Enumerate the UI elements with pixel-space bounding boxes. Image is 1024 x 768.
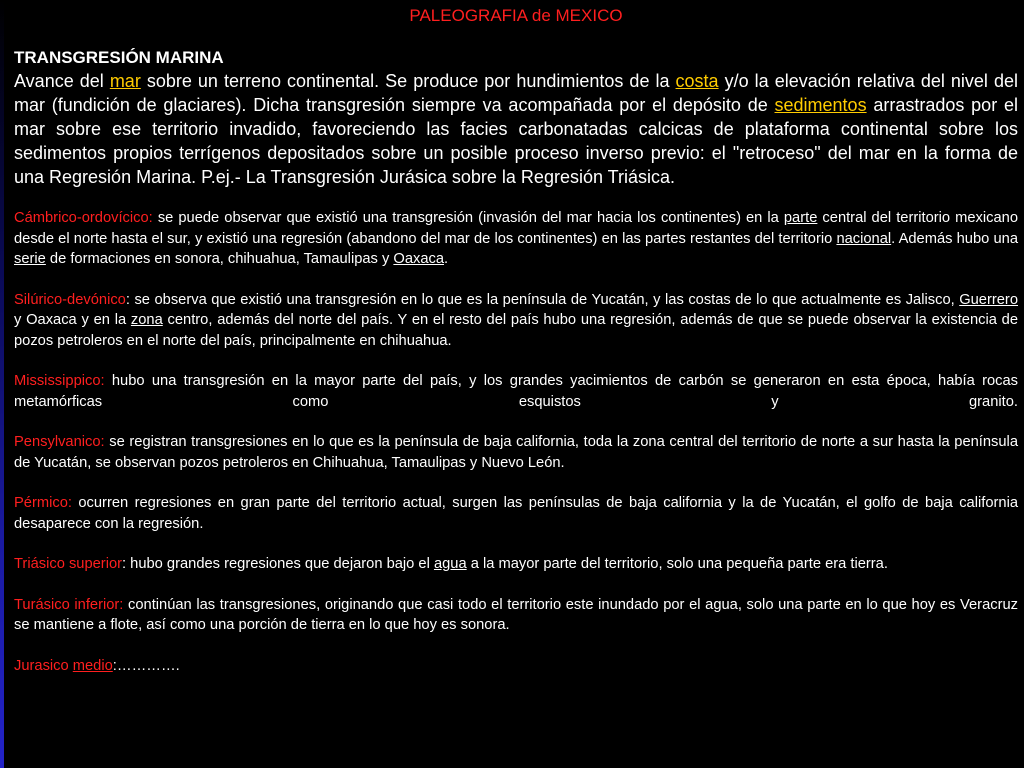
underlined-term-zona: zona bbox=[130, 312, 163, 328]
period-turasico-inferior bbox=[14, 595, 1018, 636]
period-label: Cámbrico-ordovícico: bbox=[14, 210, 153, 226]
underlined-term-parte: parte bbox=[783, 210, 818, 226]
period-text: y Oaxaca y en la bbox=[14, 312, 131, 328]
left-edge-gradient-bar bbox=[0, 0, 4, 768]
period-text: central del territorio mexicano desde el norte hasta el sur, y existió una regresión (abandono del mar de los continentes) en las partes restantes del territorio bbox=[14, 210, 1018, 247]
intro-text-4: arrastrados por el mar sobre ese territorio invadido, favoreciendo las facies carbonatadas calcicas de plataforma continental sobre los sedimentos propios terrígenos depositados sobre un posible proceso inverso previo: el "retroceso" del mar en la forma de una Regresión Marina. P.ej.- La Transgresión Jurásica sobre la Regresión Triásica. bbox=[14, 95, 1018, 187]
period-pensylvanico bbox=[14, 432, 1018, 473]
period-cambrico-ordovicico bbox=[14, 208, 1018, 270]
underlined-term-nacional: nacional bbox=[836, 230, 892, 247]
period-label: Jurasico bbox=[14, 657, 73, 674]
period-label: Turásico inferior: bbox=[14, 596, 124, 613]
underlined-term-guerrero: Guerrero bbox=[959, 291, 1018, 308]
period-text: continúan las transgresiones, originando que casi todo el territorio este inundado por el agua, solo una parte en lo que hoy es Veracruz se mantiene a flote, así como una porción de tierra en lo que hoy es sonora. bbox=[14, 596, 1018, 633]
period-text: se registran transgresiones en lo que es la península de baja california, toda la zona central del territorio de norte a sur hasta la península de Yucatán, se observan pozos petroleros en Chihuahua, Tamaulipas y Nuevo León. bbox=[14, 434, 1018, 471]
period-text: :…………. bbox=[112, 657, 180, 674]
period-text: centro, además del norte del país. Y en el resto del país hubo una regresión, además de que se puede observar la existencia de pozos petroleros en el norte del país, principalmente en chihuahua. bbox=[14, 312, 1018, 349]
period-label: Silúrico-devónico bbox=[14, 291, 126, 308]
intro-text-2: sobre un terreno continental. Se produce por hundimientos de la bbox=[140, 71, 676, 91]
period-label: Mississippico: bbox=[14, 373, 105, 389]
link-mar[interactable]: mar bbox=[109, 71, 141, 91]
section-heading: TRANSGRESIÓN MARINA bbox=[14, 48, 224, 67]
underlined-term-oaxaca: Oaxaca bbox=[393, 251, 445, 267]
period-text: . bbox=[444, 251, 449, 267]
underlined-term-agua: agua bbox=[433, 556, 467, 572]
link-costa[interactable]: costa bbox=[675, 71, 719, 91]
period-text: de formaciones en sonora, chihuahua, Tamaulipas y bbox=[45, 251, 394, 267]
intro-text-1: Avance del bbox=[14, 71, 110, 91]
period-label: Triásico superior bbox=[14, 556, 123, 572]
period-silurico-devonico bbox=[14, 290, 1018, 352]
period-text: : se observa que existió una transgresión en lo que es la península de Yucatán, y las costas de lo que actualmente es Jalisco, bbox=[125, 291, 960, 308]
underlined-term-medio: medio bbox=[72, 657, 113, 674]
underlined-term-serie: serie bbox=[14, 251, 46, 267]
period-text: : hubo grandes regresiones que dejaron bajo el bbox=[122, 556, 434, 572]
period-mississippico bbox=[14, 371, 1018, 412]
period-permico bbox=[14, 493, 1018, 534]
period-text: se puede observar que existió una transgresión (invasión del mar hacia los continentes) en la bbox=[152, 210, 784, 226]
period-label: Pensylvanico: bbox=[14, 434, 105, 450]
link-sedimentos[interactable]: sedimentos bbox=[774, 95, 867, 115]
page-title: PALEOGRAFIA de MEXICO bbox=[409, 6, 623, 25]
period-text: a la mayor parte del territorio, solo una pequeña parte era tierra. bbox=[466, 556, 888, 572]
period-triasico-superior bbox=[14, 554, 1018, 575]
period-label: Pérmico: bbox=[14, 495, 72, 511]
period-text: hubo una transgresión en la mayor parte del país, y los grandes yacimientos de carbón se generaron en esta época, había rocas metamórficas como esquistos y granito. bbox=[14, 373, 1018, 410]
slide-content bbox=[14, 5, 1018, 765]
period-text: . Además hubo una bbox=[891, 230, 1018, 247]
intro-paragraph bbox=[14, 69, 1018, 189]
period-text: ocurren regresiones en gran parte del territorio actual, surgen las penínsulas de baja california y la de Yucatán, el golfo de baja california desaparece con la regresión. bbox=[14, 495, 1018, 532]
period-jurasico-medio bbox=[14, 656, 1018, 677]
intro-text-3: y/o la elevación relativa del nivel del mar (fundición de glaciares). Dicha transgresión siempre va acompañada por el depósito de bbox=[14, 71, 1018, 115]
